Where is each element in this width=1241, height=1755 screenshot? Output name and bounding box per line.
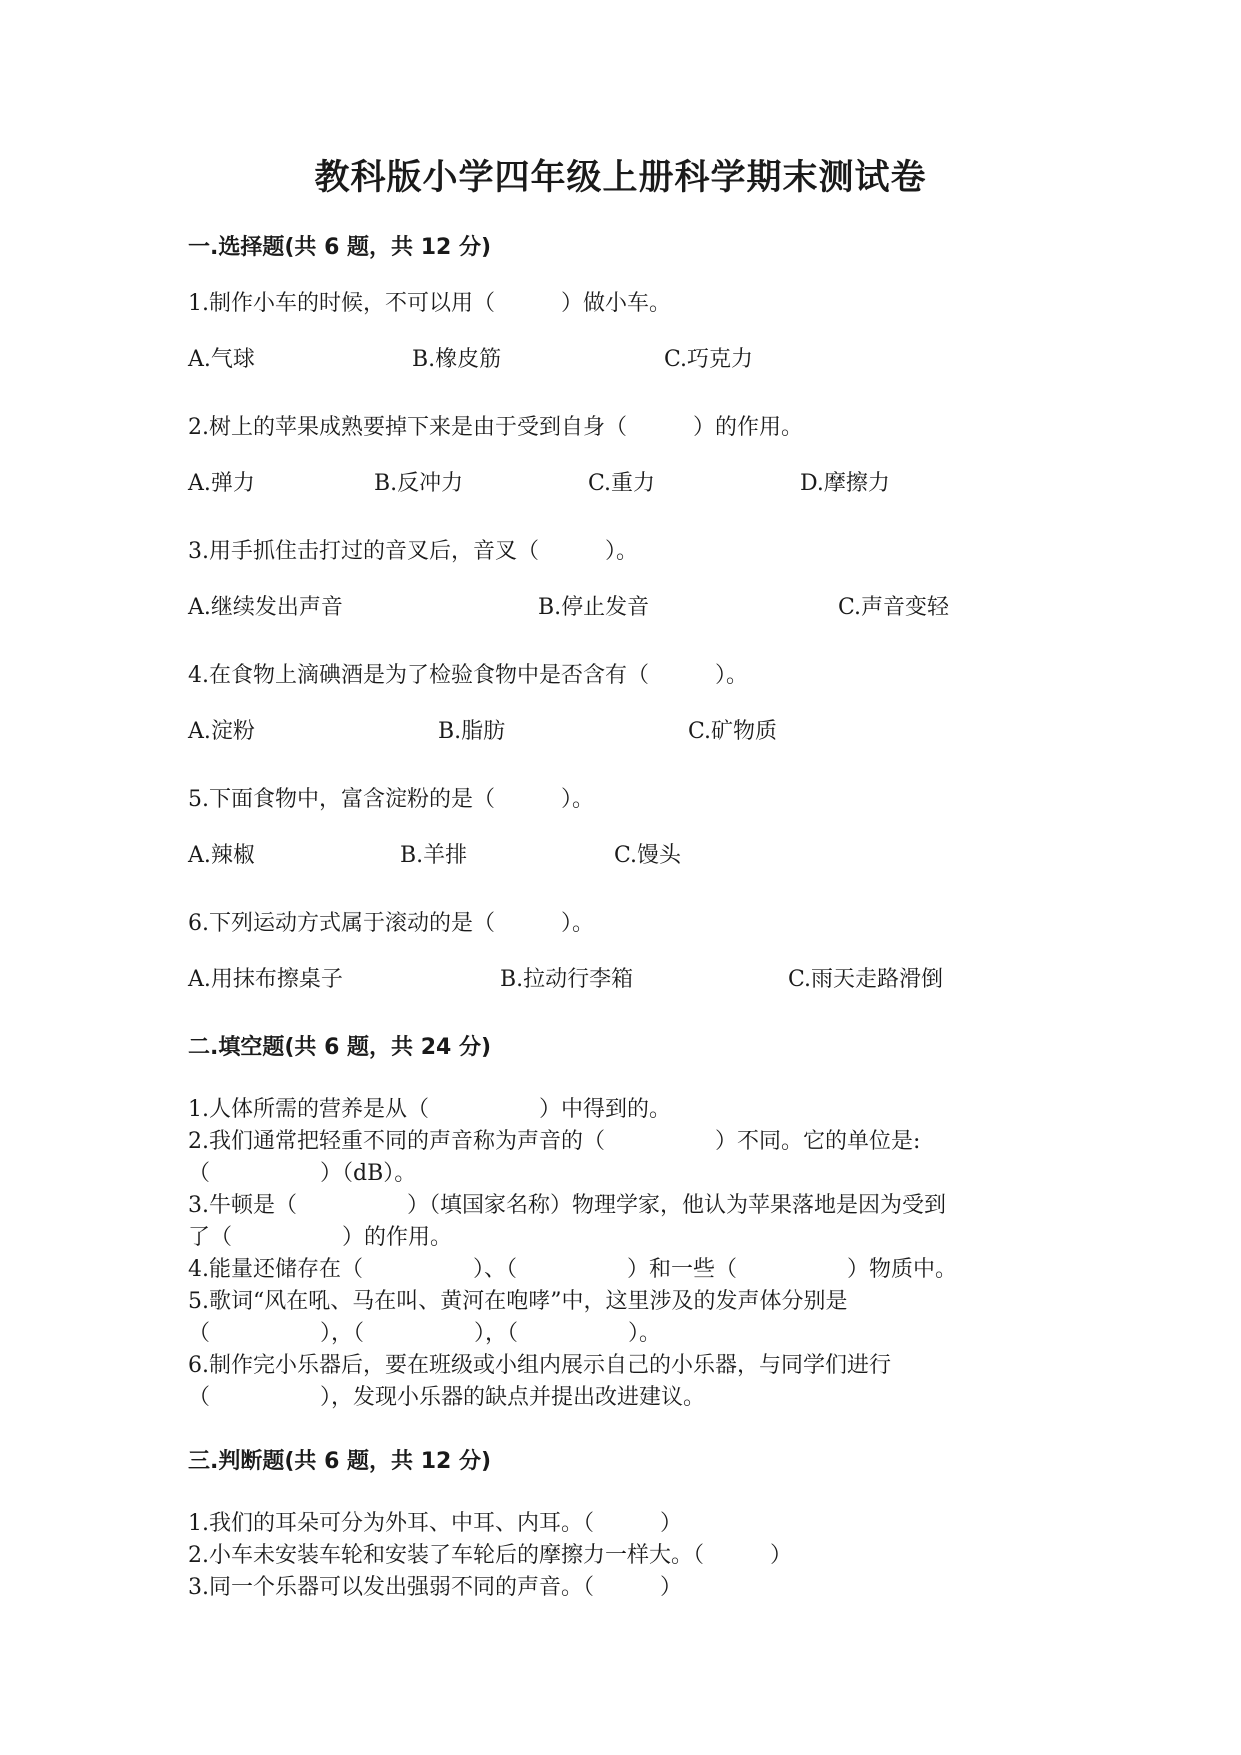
choice-option: C.重力 (588, 471, 656, 496)
choice-option: C.矿物质 (688, 719, 778, 744)
choice-question-1: 1.制作小车的时候，不可以用（ ）做小车。 (188, 291, 671, 316)
judge-line: 3.同一个乐器可以发出强弱不同的声音。（ ） (188, 1575, 682, 1600)
choice-option: A.气球 (188, 347, 255, 372)
choice-option: A.继续发出声音 (188, 595, 343, 620)
section-heading-fill: 二.填空题(共 6 题，共 24 分) (188, 1035, 492, 1060)
choice-option: C.巧克力 (664, 347, 754, 372)
choice-option: D.摩擦力 (800, 471, 890, 496)
section-heading-judge: 三.判断题(共 6 题，共 12 分) (188, 1449, 492, 1474)
choice-question-4: 4.在食物上滴碘酒是为了检验食物中是否含有（ ）。 (188, 663, 748, 688)
choice-option: A.淀粉 (188, 719, 255, 744)
choice-option: A.用抹布擦桌子 (188, 967, 343, 992)
choice-option: A.弹力 (188, 471, 255, 496)
choice-option: A.辣椒 (188, 843, 255, 868)
choice-option: B.拉动行李箱 (500, 967, 634, 992)
choice-option: B.停止发音 (538, 595, 650, 620)
choice-question-5: 5.下面食物中，富含淀粉的是（ ）。 (188, 787, 594, 812)
fill-line: 5.歌词“风在吼、马在叫、黄河在咆哮”中，这里涉及的发声体分别是 (188, 1289, 848, 1314)
choice-option: B.羊排 (400, 843, 468, 868)
section-heading-choice: 一.选择题(共 6 题，共 12 分) (188, 235, 492, 260)
choice-option: B.橡皮筋 (412, 347, 502, 372)
fill-line: 3.牛顿是（ ）（填国家名称）物理学家，他认为苹果落地是因为受到 (188, 1193, 946, 1218)
choice-option: C.雨天走路滑倒 (788, 967, 944, 992)
fill-line: 6.制作完小乐器后，要在班级或小组内展示自己的小乐器，与同学们进行 (188, 1353, 891, 1378)
judge-line: 2.小车未安装车轮和安装了车轮后的摩擦力一样大。（ ） (188, 1543, 792, 1568)
judge-line: 1.我们的耳朵可分为外耳、中耳、内耳。（ ） (188, 1511, 682, 1536)
choice-option: B.脂肪 (438, 719, 506, 744)
fill-line: 了（ ）的作用。 (188, 1225, 453, 1250)
choice-option: C.馒头 (614, 843, 682, 868)
fill-line: 4.能量还储存在（ ）、（ ）和一些（ ）物质中。 (188, 1257, 957, 1282)
fill-line: （ ），（ ），（ ）。 (188, 1321, 662, 1346)
choice-option: B.反冲力 (374, 471, 464, 496)
fill-line: 1.人体所需的营养是从（ ）中得到的。 (188, 1097, 671, 1122)
choice-question-6: 6.下列运动方式属于滚动的是（ ）。 (188, 911, 594, 936)
page-title: 教科版小学四年级上册科学期末测试卷 (314, 157, 927, 198)
fill-line: （ ），发现小乐器的缺点并提出改进建议。 (188, 1385, 706, 1410)
fill-line: （ ）（dB）。 (188, 1161, 417, 1186)
fill-line: 2.我们通常把轻重不同的声音称为声音的（ ）不同。它的单位是: (188, 1129, 921, 1154)
choice-question-2: 2.树上的苹果成熟要掉下来是由于受到自身（ ）的作用。 (188, 415, 803, 440)
choice-option: C.声音变轻 (838, 595, 950, 620)
choice-question-3: 3.用手抓住击打过的音叉后，音叉（ ）。 (188, 539, 638, 564)
